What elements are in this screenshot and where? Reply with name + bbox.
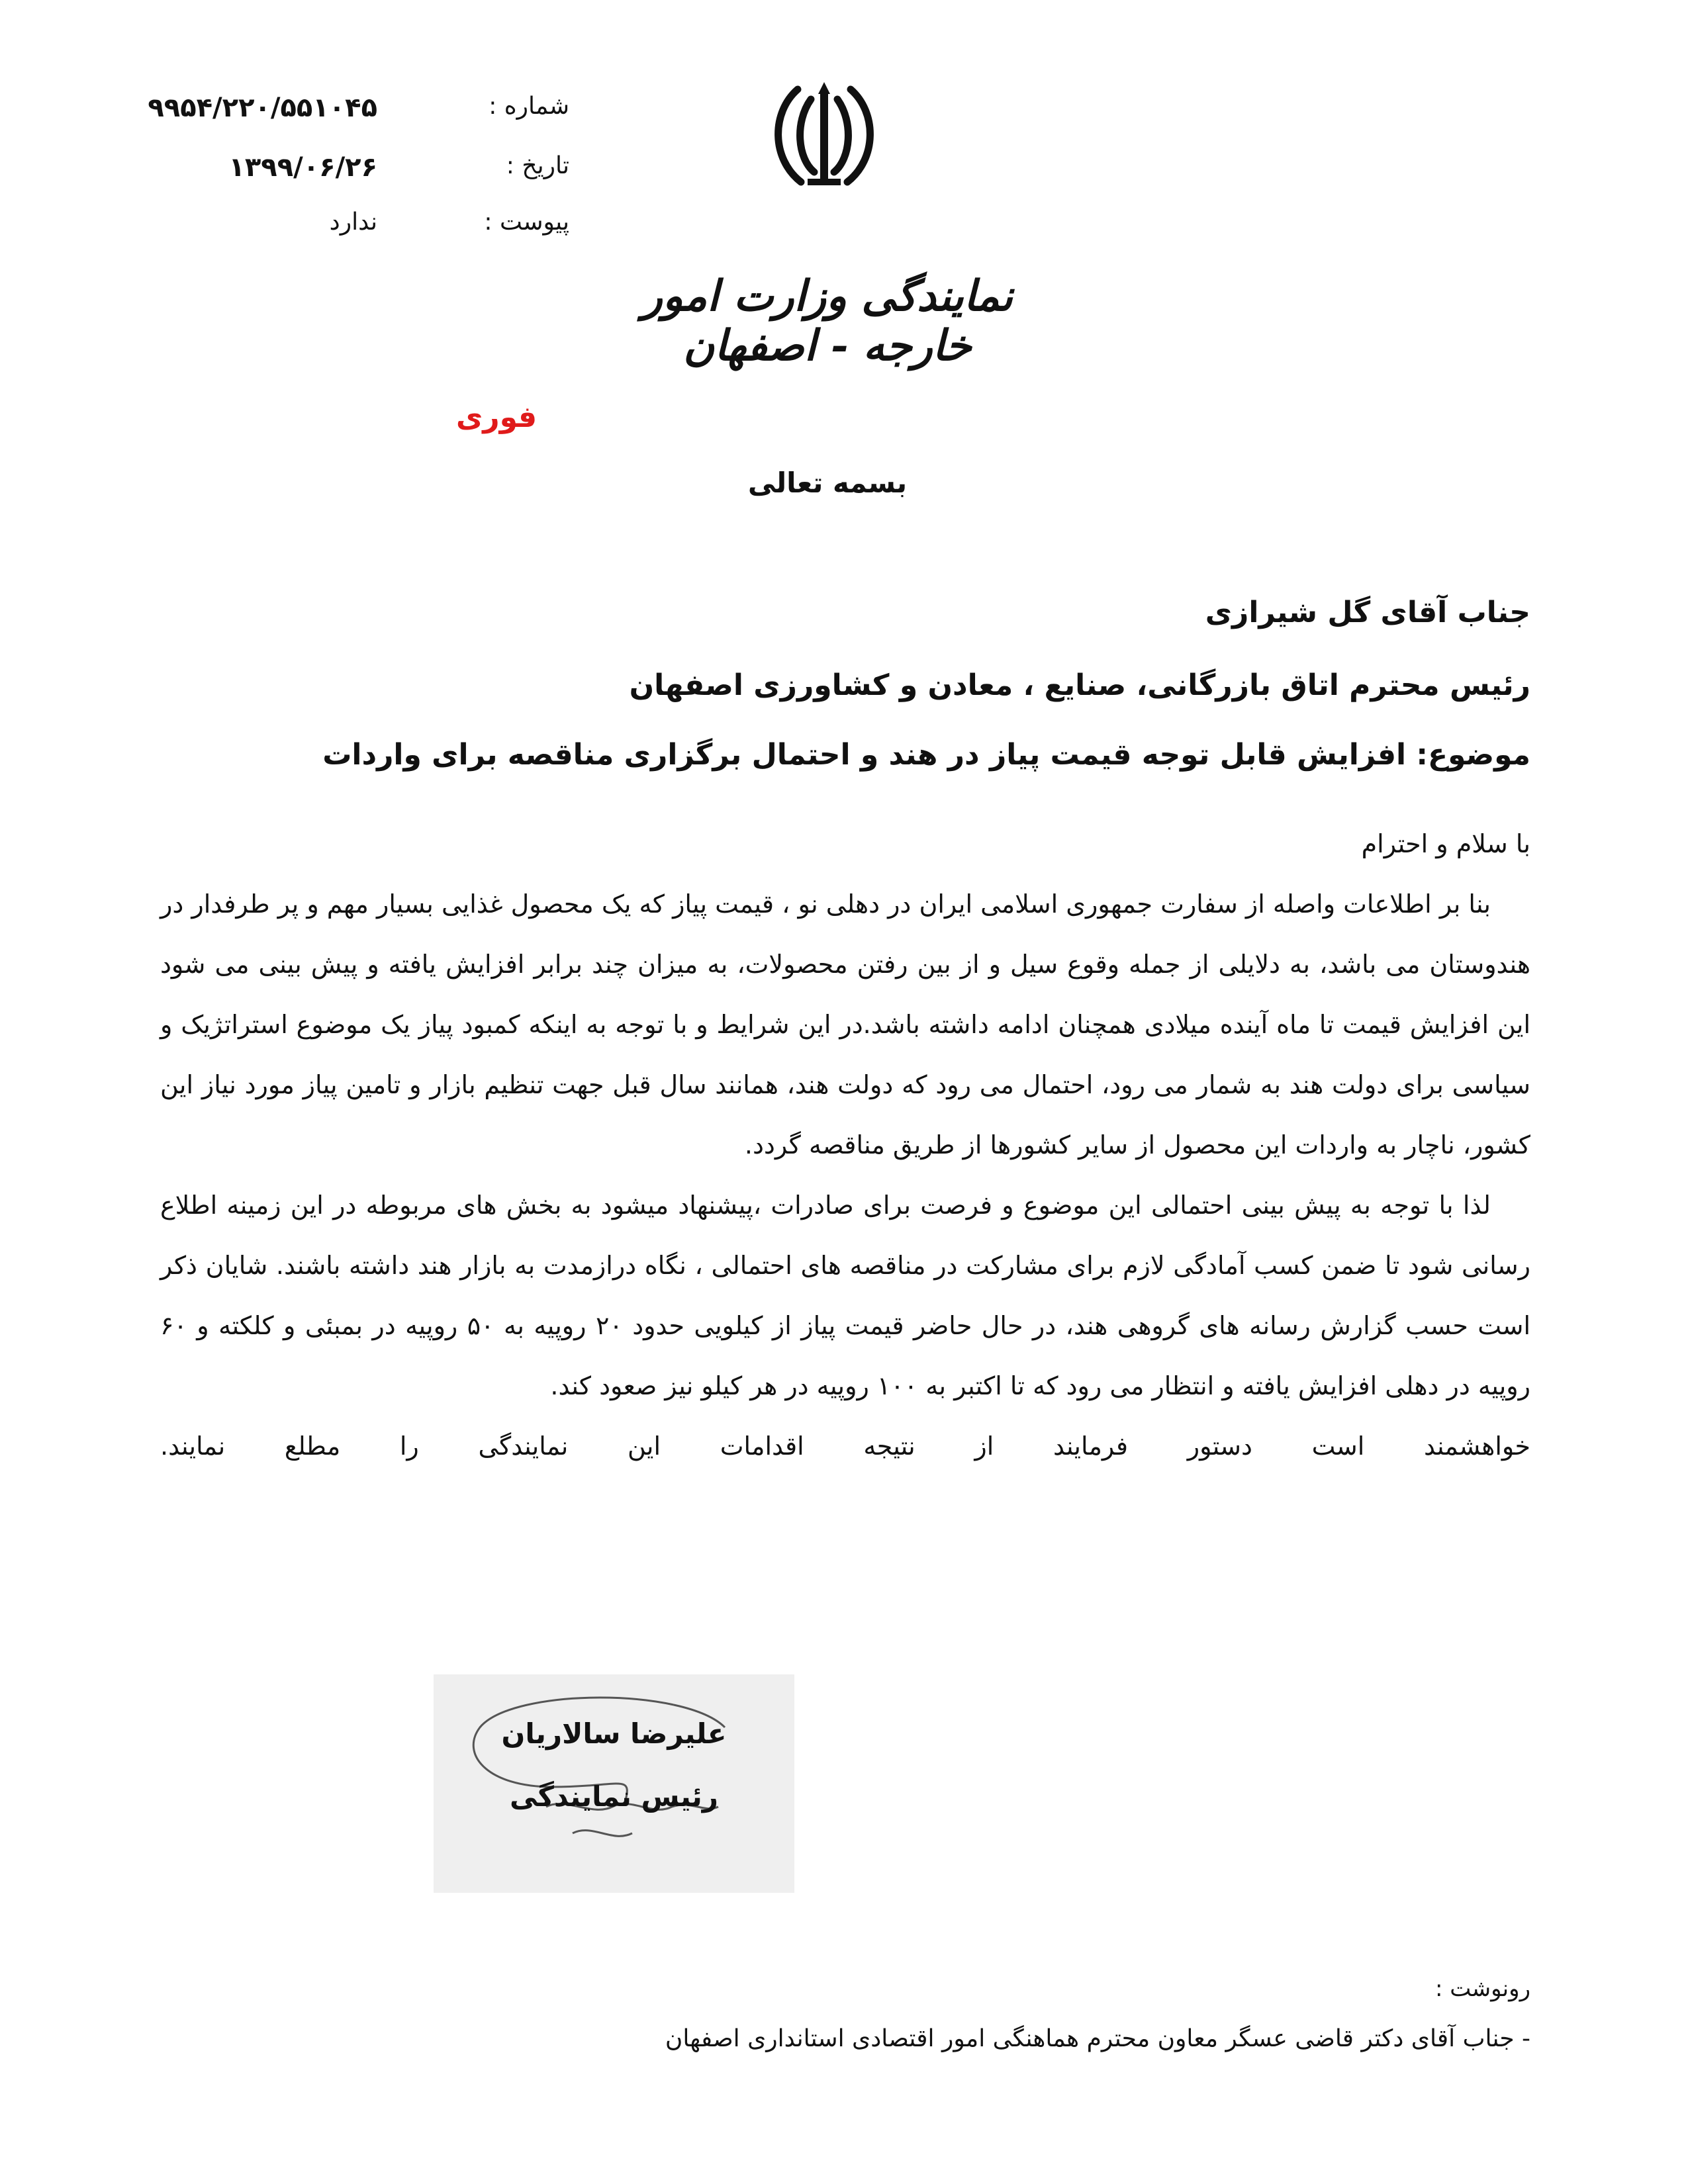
cc-label: رونوشت : — [1434, 1976, 1530, 2002]
number-label: شماره : — [489, 93, 569, 120]
signatory-title: رئیس نمایندگی — [510, 1780, 718, 1813]
attachment-label: پیوست : — [484, 208, 569, 236]
urgent-marker: فوری — [455, 400, 538, 434]
number-value: ۹۹۵۴/۲۲۰/۵۵۱۰۴۵ — [148, 93, 377, 123]
cc-item: - جناب آقای دکتر قاضی عسگر معاون محترم هماهنگی امور اقتصادی استانداری اصفهان — [665, 2025, 1530, 2052]
date-label: تاریخ : — [506, 152, 569, 179]
body-paragraph-2: لذا با توجه به پیش بینی احتمالی این موضوع و فرصت برای صادرات ،پیشنهاد میشود به بخش های مربوطه در این زمینه اطلاع رسانی شود تا ضمن کسب آمادگی لازم برای مشارکت در مناقصه های احتمالی ، نگاه درازمدت به بازار هند داشته باشند. شایان ذکر است حسب گزارش رسانه های گروهی هند، در حال حاضر قیمت پیاز از کیلویی حدود ۲۰ روپیه به ۵۰ روپیه در بمبئی و کلکته و ۶۰ روپیه در دهلی افزایش یافته و انتظار می رود که تا اکتبر به ۱۰۰ روپیه در هر کیلو نیز صعود کند. — [160, 1191, 1530, 1400]
recipient-name: جناب آقای گل شیرازی — [1205, 596, 1530, 629]
organization-name: نمایندگی وزارت امور خارجه - اصفهان — [641, 271, 1013, 371]
iran-emblem-icon — [761, 73, 887, 199]
date-value: ۱۳۹۹/۰۶/۲۶ — [228, 152, 377, 183]
signature-block — [434, 1674, 794, 1893]
invocation: بسمه تعالی — [747, 467, 908, 499]
signatory-name: علیرضا سالاریان — [501, 1717, 727, 1750]
letter-body — [160, 814, 1530, 1477]
subject-line: موضوع: افزایش قابل توجه قیمت پیاز در هند و احتمال برگزاری مناقصه برای واردات — [322, 738, 1530, 772]
recipient-title: رئیس محترم اتاق بازرگانی، صنایع ، معادن و کشاورزی اصفهان — [629, 668, 1530, 702]
closing-line: خواهشمند است دستور فرمایند از نتیجه اقدامات این نمایندگی را مطلع نمایند. — [160, 1432, 1530, 1461]
greeting: با سلام و احترام — [1361, 829, 1530, 858]
attachment-value: ندارد — [329, 208, 377, 236]
body-paragraph-1: بنا بر اطلاعات واصله از سفارت جمهوری اسلامی ایران در دهلی نو ، قیمت پیاز که یک محصول غذایی بسیار مهم و پر طرفدار در هندوستان می باشد، به دلایلی از جمله وقوع سیل و از بین رفتن محصولات، به میزان چند برابر افزایش یافته و پیش بینی می شود این افزایش قیمت تا ماه آینده میلادی همچنان ادامه داشته باشد.در این شرایط و با توجه به اینکه کمبود پیاز یک موضوع استراتژیک و سیاسی برای دولت هند به شمار می رود، احتمال می رود که دولت هند، همانند سال قبل جهت تنظیم بازار و تامین پیاز مورد نیاز این کشور، ناچار به واردات این محصول از سایر کشورها از طریق مناقصه گردد. — [160, 889, 1530, 1160]
